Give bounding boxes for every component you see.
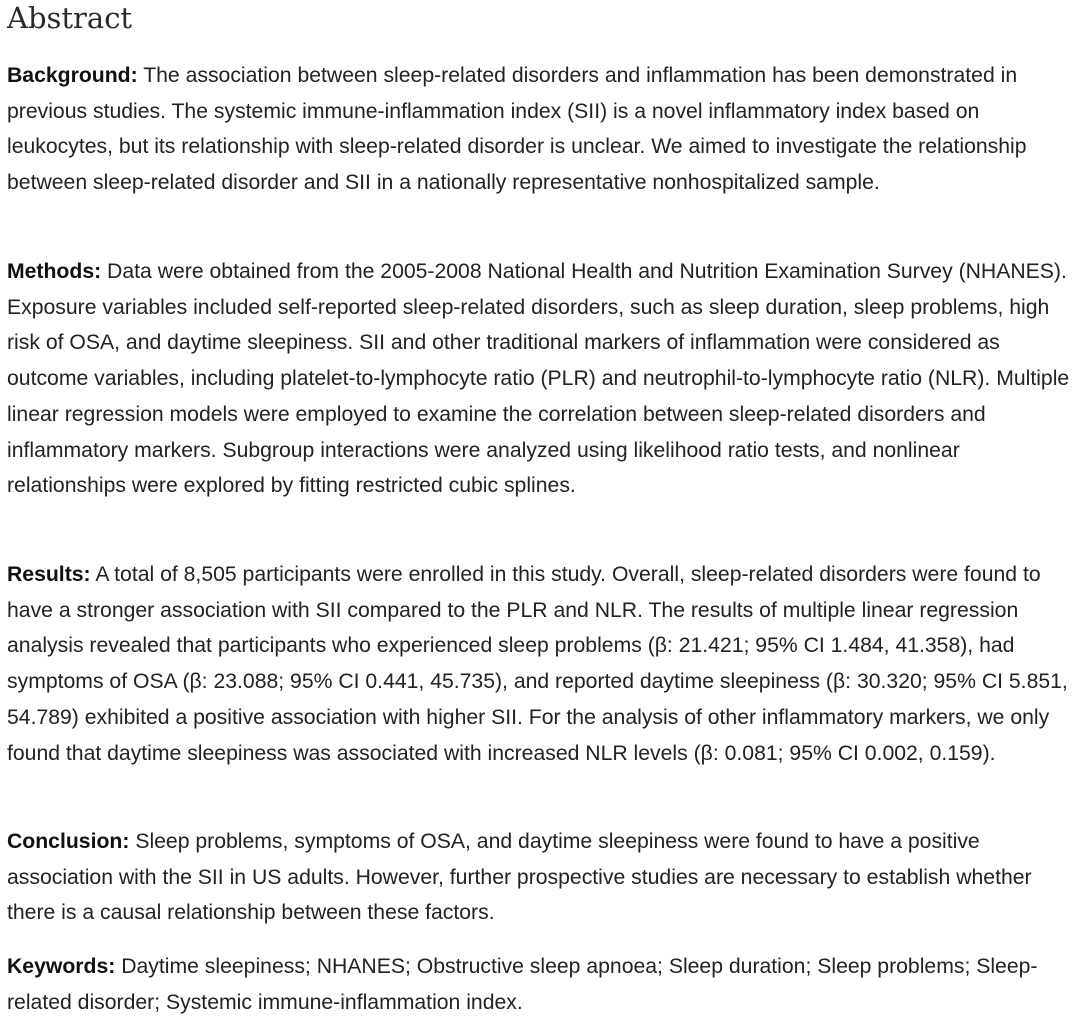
background-text: The association between sleep-related disorders and inflammation has been demonstrated in previous studies. The systemic immune-inflammation index (SII) is a novel inflammatory index based on leukocytes, but its relationship with sleep-related disorder is unclear. We aimed to investigate the relationship between sleep-related disorder and SII in a nationally representative nonhospitalized sample. (7, 64, 1027, 195)
conclusion-text: Sleep problems, symptoms of OSA, and daytime sleepiness were found to have a positive association with the SII in US adults. However, further prospective studies are necessary to establish whether there is a causal relationship between these factors. (7, 830, 1032, 925)
conclusion-label: Conclusion: (7, 830, 130, 853)
abstract-container (7, 0, 1077, 1014)
background-label: Background: (7, 64, 138, 87)
methods-label: Methods: (7, 260, 102, 283)
methods-text: Data were obtained from the 2005-2008 National Health and Nutrition Examination Survey (NHANES). Exposure variables included self-reported sleep-related disorders, such as sleep duration, sleep problems, high risk of OSA, and daytime sleepiness. SII and other traditional markers of inflammation were considered as outcome variables, including platelet-to-lymphocyte ratio (PLR) and neutrophil-to-lymphocyte ratio (NLR). Multiple linear regression models were employed to examine the correlation between sleep-related disorders and inflammatory markers. Subgroup interactions were analyzed using likelihood ratio tests, and nonlinear relationships were explored by fitting restricted cubic splines. (7, 260, 1070, 498)
keywords-section (7, 949, 1077, 1020)
results-text: A total of 8,505 participants were enrolled in this study. Overall, sleep-related disorders were found to have a stronger association with SII compared to the PLR and NLR. The results of multiple linear regression analysis revealed that participants who experienced sleep problems (β: 21.421; 95% CI 1.484, 41.358), had symptoms of OSA (β: 23.088; 95% CI 0.441, 45.735), and reported daytime sleepiness (β: 30.320; 95% CI 5.851, 54.789) exhibited a positive association with higher SII. For the analysis of other inflammatory markers, we only found that daytime sleepiness was associated with increased NLR levels (β: 0.081; 95% CI 0.002, 0.159). (7, 563, 1068, 765)
abstract-heading: Abstract (7, 1, 133, 35)
conclusion-section (7, 824, 1077, 931)
results-section (7, 557, 1077, 771)
keywords-text: Daytime sleepiness; NHANES; Obstructive sleep apnoea; Sleep duration; Sleep problems; Sleep-related disorder; Systemic immune-inflammation index. (7, 955, 1038, 1014)
background-section (7, 58, 1077, 201)
results-label: Results: (7, 563, 91, 586)
keywords-label: Keywords: (7, 955, 116, 978)
methods-section (7, 254, 1077, 504)
